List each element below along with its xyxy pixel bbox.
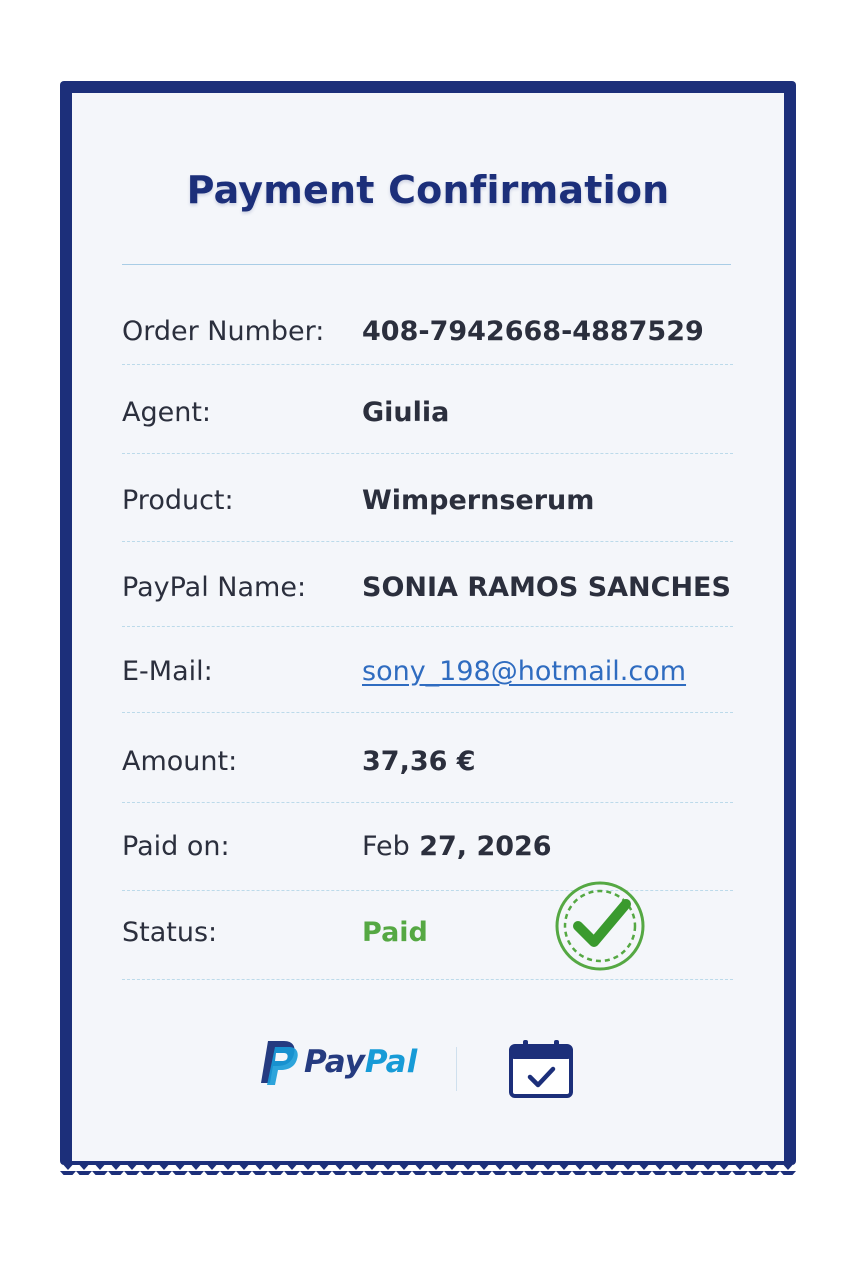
amount-value: 37,36 €: [362, 746, 476, 777]
product-row: [122, 481, 733, 521]
product-value: Wimpernserum: [362, 485, 595, 516]
status-label: Status:: [122, 917, 218, 948]
footer-divider: [456, 1047, 457, 1091]
calendar-check-icon: [508, 1038, 574, 1100]
row-divider: [122, 979, 733, 980]
email-row: [122, 652, 733, 692]
email-link[interactable]: sony_198@hotmail.com: [362, 656, 687, 687]
product-label: Product:: [122, 485, 234, 516]
receipt-frame: [60, 81, 796, 1181]
paid-on-row: [122, 827, 733, 867]
row-divider: [122, 453, 733, 454]
title-divider: [122, 264, 731, 265]
page-title: Payment Confirmation: [186, 168, 670, 212]
amount-row: [122, 742, 733, 782]
paypal-name-row: [122, 568, 733, 608]
agent-row: [122, 393, 733, 433]
row-divider: [122, 626, 733, 627]
order-number-row: [122, 312, 733, 352]
paid-on-value: [362, 827, 552, 867]
row-divider: [122, 802, 733, 803]
paypal-wordmark: [304, 1043, 417, 1081]
status-value: Paid: [362, 917, 428, 948]
paid-on-day-year: 27, 2026: [419, 831, 552, 862]
paypal-monogram-icon: [260, 1039, 298, 1085]
payment-receipt: [60, 81, 796, 1181]
paypal-wordmark-pay: Pay: [304, 1044, 365, 1080]
agent-label: Agent:: [122, 397, 212, 428]
email-label: E-Mail:: [122, 656, 213, 687]
order-number-value: 408-7942668-4887529: [362, 316, 704, 347]
paid-on-month: Feb: [362, 831, 410, 862]
row-divider: [122, 364, 733, 365]
agent-value: Giulia: [362, 397, 450, 428]
paid-on-label: Paid on:: [122, 831, 230, 862]
paypal-name-value: SONIA RAMOS SANCHES: [362, 572, 731, 603]
row-divider: [122, 541, 733, 542]
order-number-label: Order Number:: [122, 316, 325, 347]
row-divider: [122, 712, 733, 713]
paypal-name-label: PayPal Name:: [122, 572, 307, 603]
paypal-logo: [260, 1039, 418, 1085]
paypal-wordmark-pal: Pal: [364, 1044, 418, 1080]
check-badge-icon: [554, 880, 646, 972]
amount-label: Amount:: [122, 746, 238, 777]
